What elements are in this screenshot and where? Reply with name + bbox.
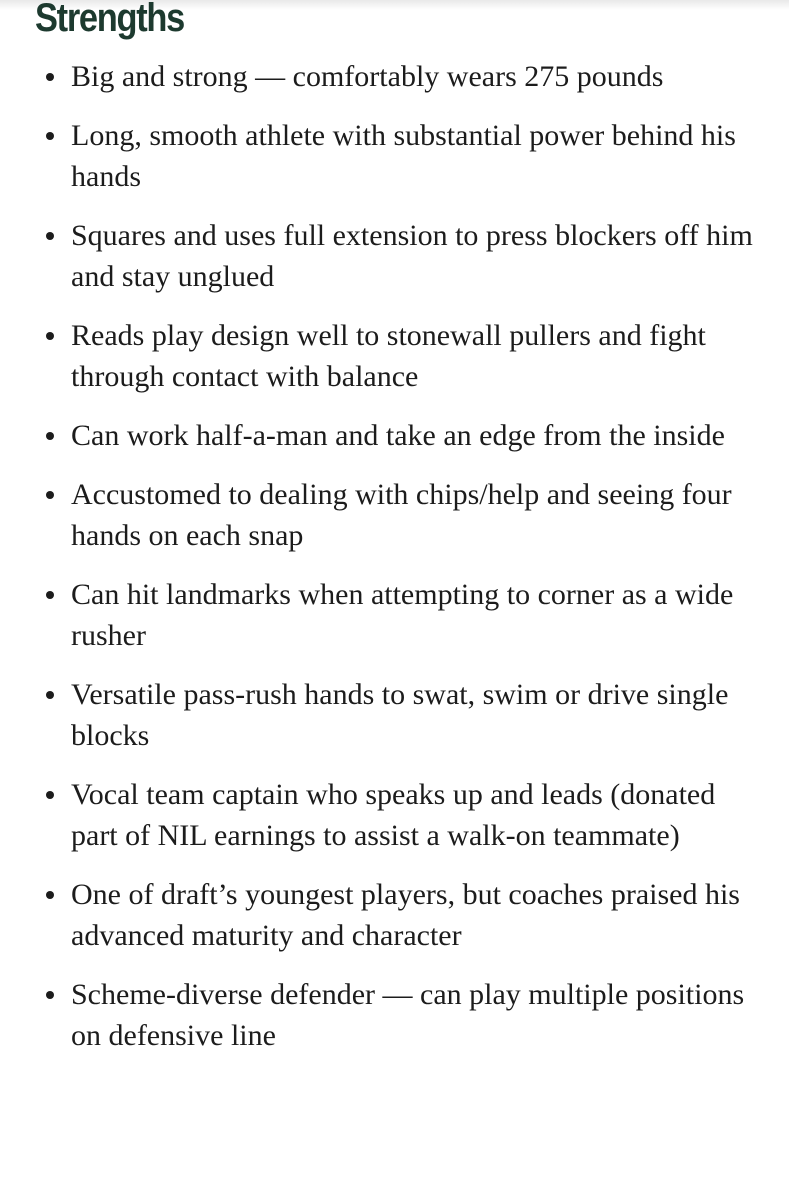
list-item [0,974,789,1056]
list-item-text: Versatile pass-rush hands to swat, swim or drive single blocks [71,678,729,752]
list-item-text: Squares and uses full extension to press blockers off him and stay unglued [71,219,753,293]
list-item-text: Reads play design well to stonewall pullers and fight through contact with balance [71,319,706,393]
bullet-icon [46,232,54,240]
list-item-text: Can hit landmarks when attempting to corner as a wide rusher [71,578,734,652]
list-item-text: Long, smooth athlete with substantial power behind his hands [71,119,736,193]
list-item [0,56,789,97]
list-item [0,574,789,656]
list-item [0,474,789,556]
list-item-text: One of draft’s youngest players, but coaches praised his advanced maturity and character [71,878,740,952]
list-item [0,674,789,756]
bullet-icon [46,691,54,699]
bullet-icon [46,491,54,499]
bullet-icon [46,332,54,340]
list-item [0,315,789,397]
list-item-text: Scheme-diverse defender — can play multiple positions on defensive line [71,978,745,1052]
list-item [0,415,789,456]
list-item [0,115,789,197]
bullet-icon [46,891,54,899]
bullet-icon [46,591,54,599]
list-item-text: Accustomed to dealing with chips/help and seeing four hands on each snap [71,478,732,552]
bullet-icon [46,991,54,999]
section-heading: Strengths [35,0,184,40]
list-item [0,874,789,956]
bullet-icon [46,791,54,799]
list-item [0,774,789,856]
list-item-text: Can work half-a-man and take an edge from the inside [71,419,725,452]
list-item-text: Big and strong — comfortably wears 275 pounds [71,60,664,93]
list-item [0,215,789,297]
strengths-list [0,56,789,1074]
list-item-text: Vocal team captain who speaks up and leads (donated part of NIL earnings to assist a walk-on teammate) [71,778,716,852]
bullet-icon [46,432,54,440]
bullet-icon [46,73,54,81]
bullet-icon [46,132,54,140]
